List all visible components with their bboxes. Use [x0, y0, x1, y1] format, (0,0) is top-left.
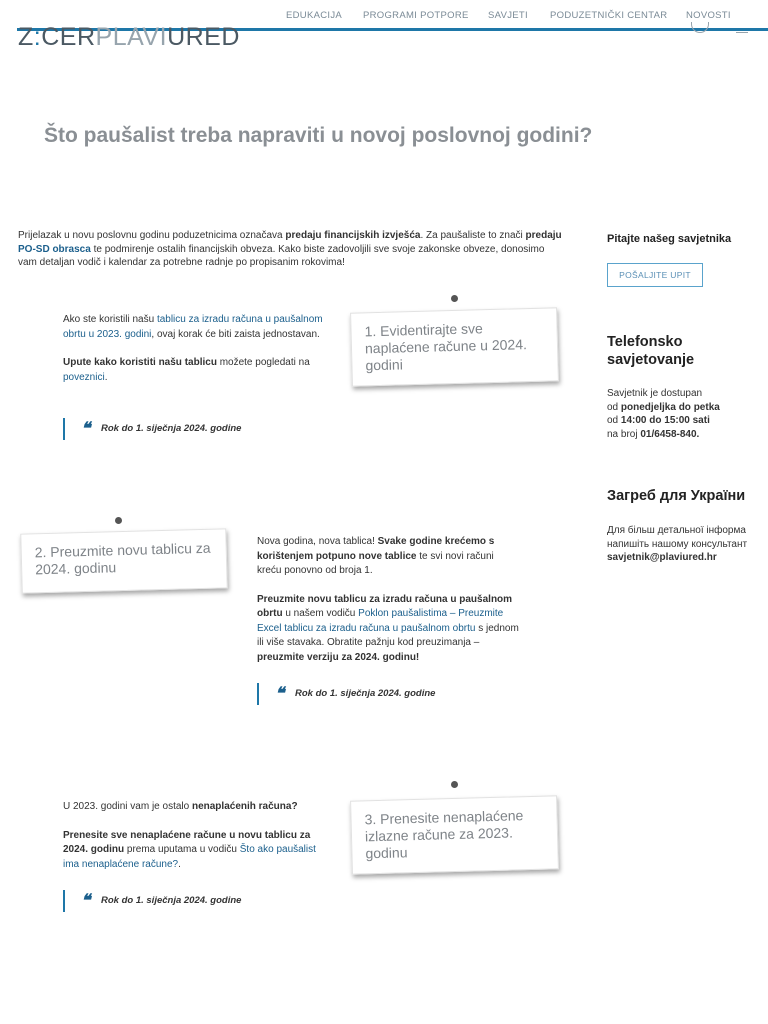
site-logo[interactable] — [18, 22, 240, 52]
pin-icon — [451, 295, 458, 302]
po-sd-link[interactable]: PO-SD obrasca — [18, 243, 91, 255]
quote-icon: ❝ — [81, 891, 91, 911]
logo-text-plavi: PLAVI — [95, 23, 168, 51]
step-1-card: 1. Evidentirajte sve naplaćene račune u 2024. godini — [350, 307, 559, 386]
intro-text: . Za paušaliste to znači — [420, 230, 526, 241]
intro-bold: predaju financijskih izvješća — [285, 230, 421, 241]
step-bold: Preuzmite novu tablicu za izradu računa u paušalnom obrtu — [257, 593, 513, 619]
step-text: te svi novi računi kreću ponovno od broja 1. — [257, 550, 494, 576]
step-bold: nenaplaćenih računa? — [191, 801, 298, 812]
step-text: . — [178, 858, 181, 870]
step-text: , ovaj korak će biti zaista jednostavan. — [151, 328, 320, 340]
step-bold: Prenesite sve nenaplaćene račune u novu tablicu za 2024. godinu — [63, 829, 311, 855]
step-text: . — [104, 371, 108, 383]
step-1-text — [63, 313, 325, 385]
page-title: Što paušalist treba napraviti u novoj poslovnoj godini? — [44, 124, 593, 147]
phone-hours: 14:00 do 15:00 sati — [620, 415, 710, 426]
send-inquiry-button[interactable]: POŠALJITE UPIT — [607, 263, 703, 287]
deadline-bar — [63, 418, 65, 440]
logo-separator: : — [33, 23, 42, 51]
phone-consult-info — [607, 387, 720, 441]
deadline-bar — [63, 890, 65, 912]
phone-number[interactable]: 01/6458-840. — [640, 428, 700, 440]
ukraine-info — [607, 524, 747, 565]
phone-consult-title: Telefonsko savjetovanje — [607, 334, 695, 368]
menu-icon[interactable] — [736, 26, 748, 33]
ukraine-text: Для більш детальної інформа — [607, 525, 746, 536]
step-text: možete pogledati na — [216, 357, 310, 368]
intro-text: te podmirenje ostalih financijskih obveza. Kako biste zadovoljili sve svoje zakonske obveze, donosimo vam detaljan vodič i kalendar za potrebne radnje po propisanim rokovima! — [18, 243, 545, 268]
deadline-text: Rok do 1. siječnja 2024. godine — [295, 688, 436, 699]
phone-text: od — [607, 415, 621, 426]
step-bold: preuzmite verziju za 2024. godinu! — [257, 651, 420, 663]
step-bold: Upute kako koristiti našu tablicu — [63, 357, 217, 368]
intro-bold: predaju — [525, 230, 562, 241]
logo-text-cer: CER — [41, 23, 96, 51]
step-text: U 2023. godini vam je ostalo — [63, 801, 192, 812]
step-2-text — [257, 535, 519, 665]
logo-text-ured: URED — [167, 23, 240, 51]
nav-item-poduzetnicki-centar[interactable]: PODUZETNIČKI CENTAR — [550, 10, 668, 21]
ask-advisor-title: Pitajte našeg savjetnika — [607, 233, 732, 245]
step-text: u našem vodiču — [282, 608, 359, 619]
user-icon[interactable] — [691, 22, 709, 33]
unpaid-invoices-link[interactable]: Što ako paušalist ima nenaplaćene račune? — [63, 844, 316, 870]
advisor-email[interactable]: savjetnik@plaviured.hr — [607, 552, 717, 563]
gift-guide-link[interactable]: Poklon paušalistima – Preuzmite Excel tablicu za izradu računa u paušalnom obrtu — [257, 608, 504, 634]
nav-item-edukacija[interactable]: EDUKACIJA — [286, 10, 343, 21]
invoice-table-2023-link[interactable]: tablicu za izradu računa u paušalnom obrtu u 2023. godini — [63, 314, 323, 340]
step-text: s jednom ili više stavaka. Obratite pažnju kod preuzimanja – — [257, 622, 519, 648]
nav-item-novosti[interactable]: NOVOSTI — [686, 10, 731, 21]
instructions-link[interactable]: poveznici — [63, 371, 105, 383]
step-text: Nova godina, nova tablica! — [257, 536, 378, 547]
step-text: prema uputama u vodiču — [124, 844, 240, 855]
phone-availability: Savjetnik je dostupan — [607, 388, 703, 399]
step-text: Ako ste koristili našu — [63, 314, 157, 325]
step-2-card: 2. Preuzmite novu tablicu za 2024. godinu — [20, 528, 228, 593]
deadline-bar — [257, 683, 259, 705]
intro-paragraph — [18, 229, 563, 270]
step-3-card: 3. Prenesite nenaplaćene izlazne račune za 2023. godinu — [350, 795, 559, 874]
phone-text: na broj — [607, 428, 641, 440]
ukraine-title: Загреб для України — [607, 488, 746, 504]
phone-text: od — [607, 401, 621, 413]
quote-icon: ❝ — [81, 419, 91, 439]
step-3-text — [63, 800, 325, 872]
intro-text: Prijelazak u novu poslovnu godinu poduzetnicima označava — [18, 230, 286, 241]
logo-text-z: Z — [18, 23, 34, 51]
nav-item-savjeti[interactable]: SAVJETI — [488, 10, 528, 21]
deadline-text: Rok do 1. siječnja 2024. godine — [101, 423, 242, 434]
deadline-text: Rok do 1. siječnja 2024. godine — [101, 895, 242, 906]
nav-item-programi-potpore[interactable]: PROGRAMI POTPORE — [363, 10, 469, 21]
pin-icon — [115, 517, 122, 524]
phone-days: ponedjeljka do petka — [620, 401, 720, 413]
ukraine-text: напишіть нашому консультант — [607, 538, 748, 550]
quote-icon: ❝ — [275, 684, 285, 704]
pin-icon — [451, 781, 458, 788]
step-bold: Svake godine krećemo s korištenjem potpuno nove tablice — [257, 536, 495, 562]
